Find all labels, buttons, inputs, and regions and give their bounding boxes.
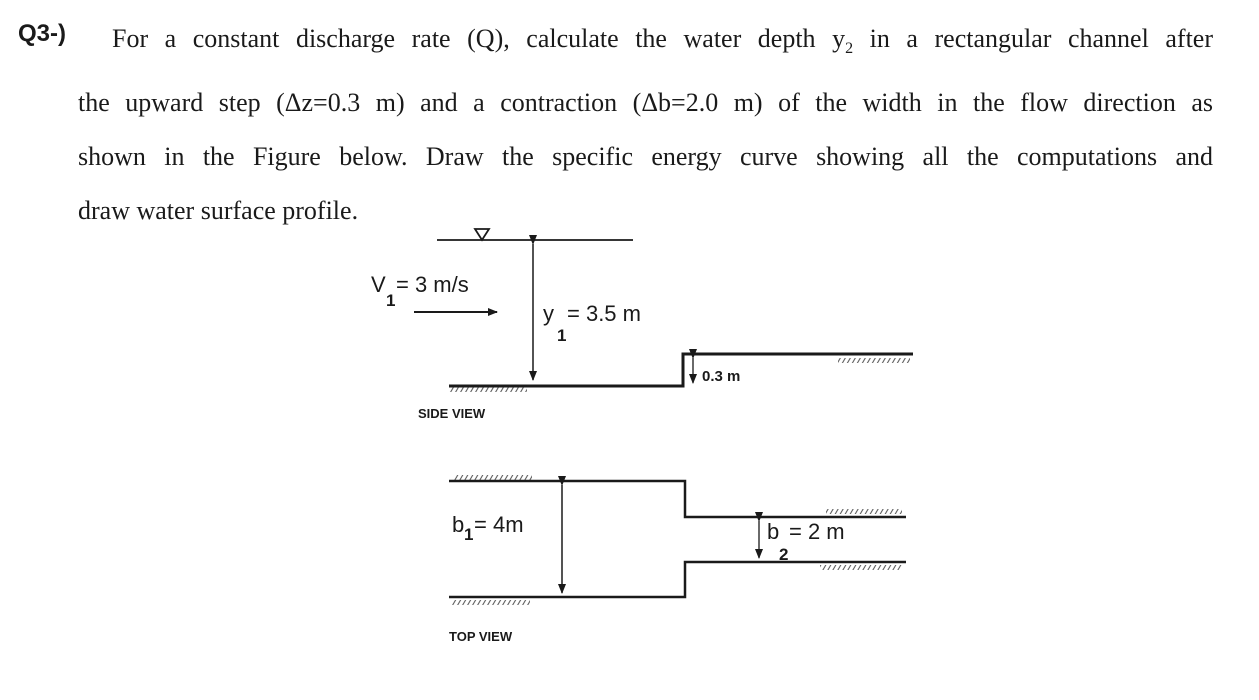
upper-wall-hatching (454, 475, 532, 480)
top-view (449, 475, 906, 644)
side-view-caption: SIDE VIEW (418, 406, 486, 421)
question-line-1-tail: in a rectangular channel after (853, 24, 1213, 53)
width-b1-label: b (452, 512, 465, 537)
width-b2-value: = 2 m (789, 519, 845, 544)
depth-y1-value: = 3.5 m (567, 301, 641, 326)
lower-narrow-wall-hatching (820, 565, 902, 570)
width-b1-value: = 4m (474, 512, 524, 537)
question-line-4: draw water surface profile. (78, 196, 359, 226)
side-view (371, 229, 913, 421)
width-b1-subscript: 1 (464, 525, 474, 544)
lower-wall-hatching (452, 600, 530, 605)
velocity-value: = 3 m/s (396, 272, 469, 297)
question-line-2: the upward step (Δz=0.3 m) and a contraction (Δb=2.0 m) of the width in the flow direction as (78, 88, 1213, 118)
depth-y1-label: y (543, 301, 554, 326)
step-height-label: 0.3 m (702, 368, 741, 385)
question-line-1-text: For a constant discharge rate (Q), calculate the water depth y (112, 24, 846, 53)
depth-y1-subscript: 1 (557, 326, 567, 345)
question-line-3: shown in the Figure below. Draw the specific energy curve showing all the computations and (78, 142, 1213, 172)
water-surface-symbol (475, 229, 489, 240)
upstream-bed-hatching (449, 387, 527, 392)
y2-subscript: 2 (845, 40, 854, 58)
downstream-bed-hatching (838, 358, 910, 363)
velocity-label: V (371, 272, 386, 297)
width-b2-label: b (767, 519, 780, 544)
top-view-caption: TOP VIEW (449, 629, 513, 644)
question-number: Q3-) (18, 20, 66, 47)
width-b2-subscript: 2 (779, 545, 789, 564)
velocity-subscript: 1 (386, 291, 396, 310)
upper-narrow-wall-hatching (826, 509, 902, 514)
